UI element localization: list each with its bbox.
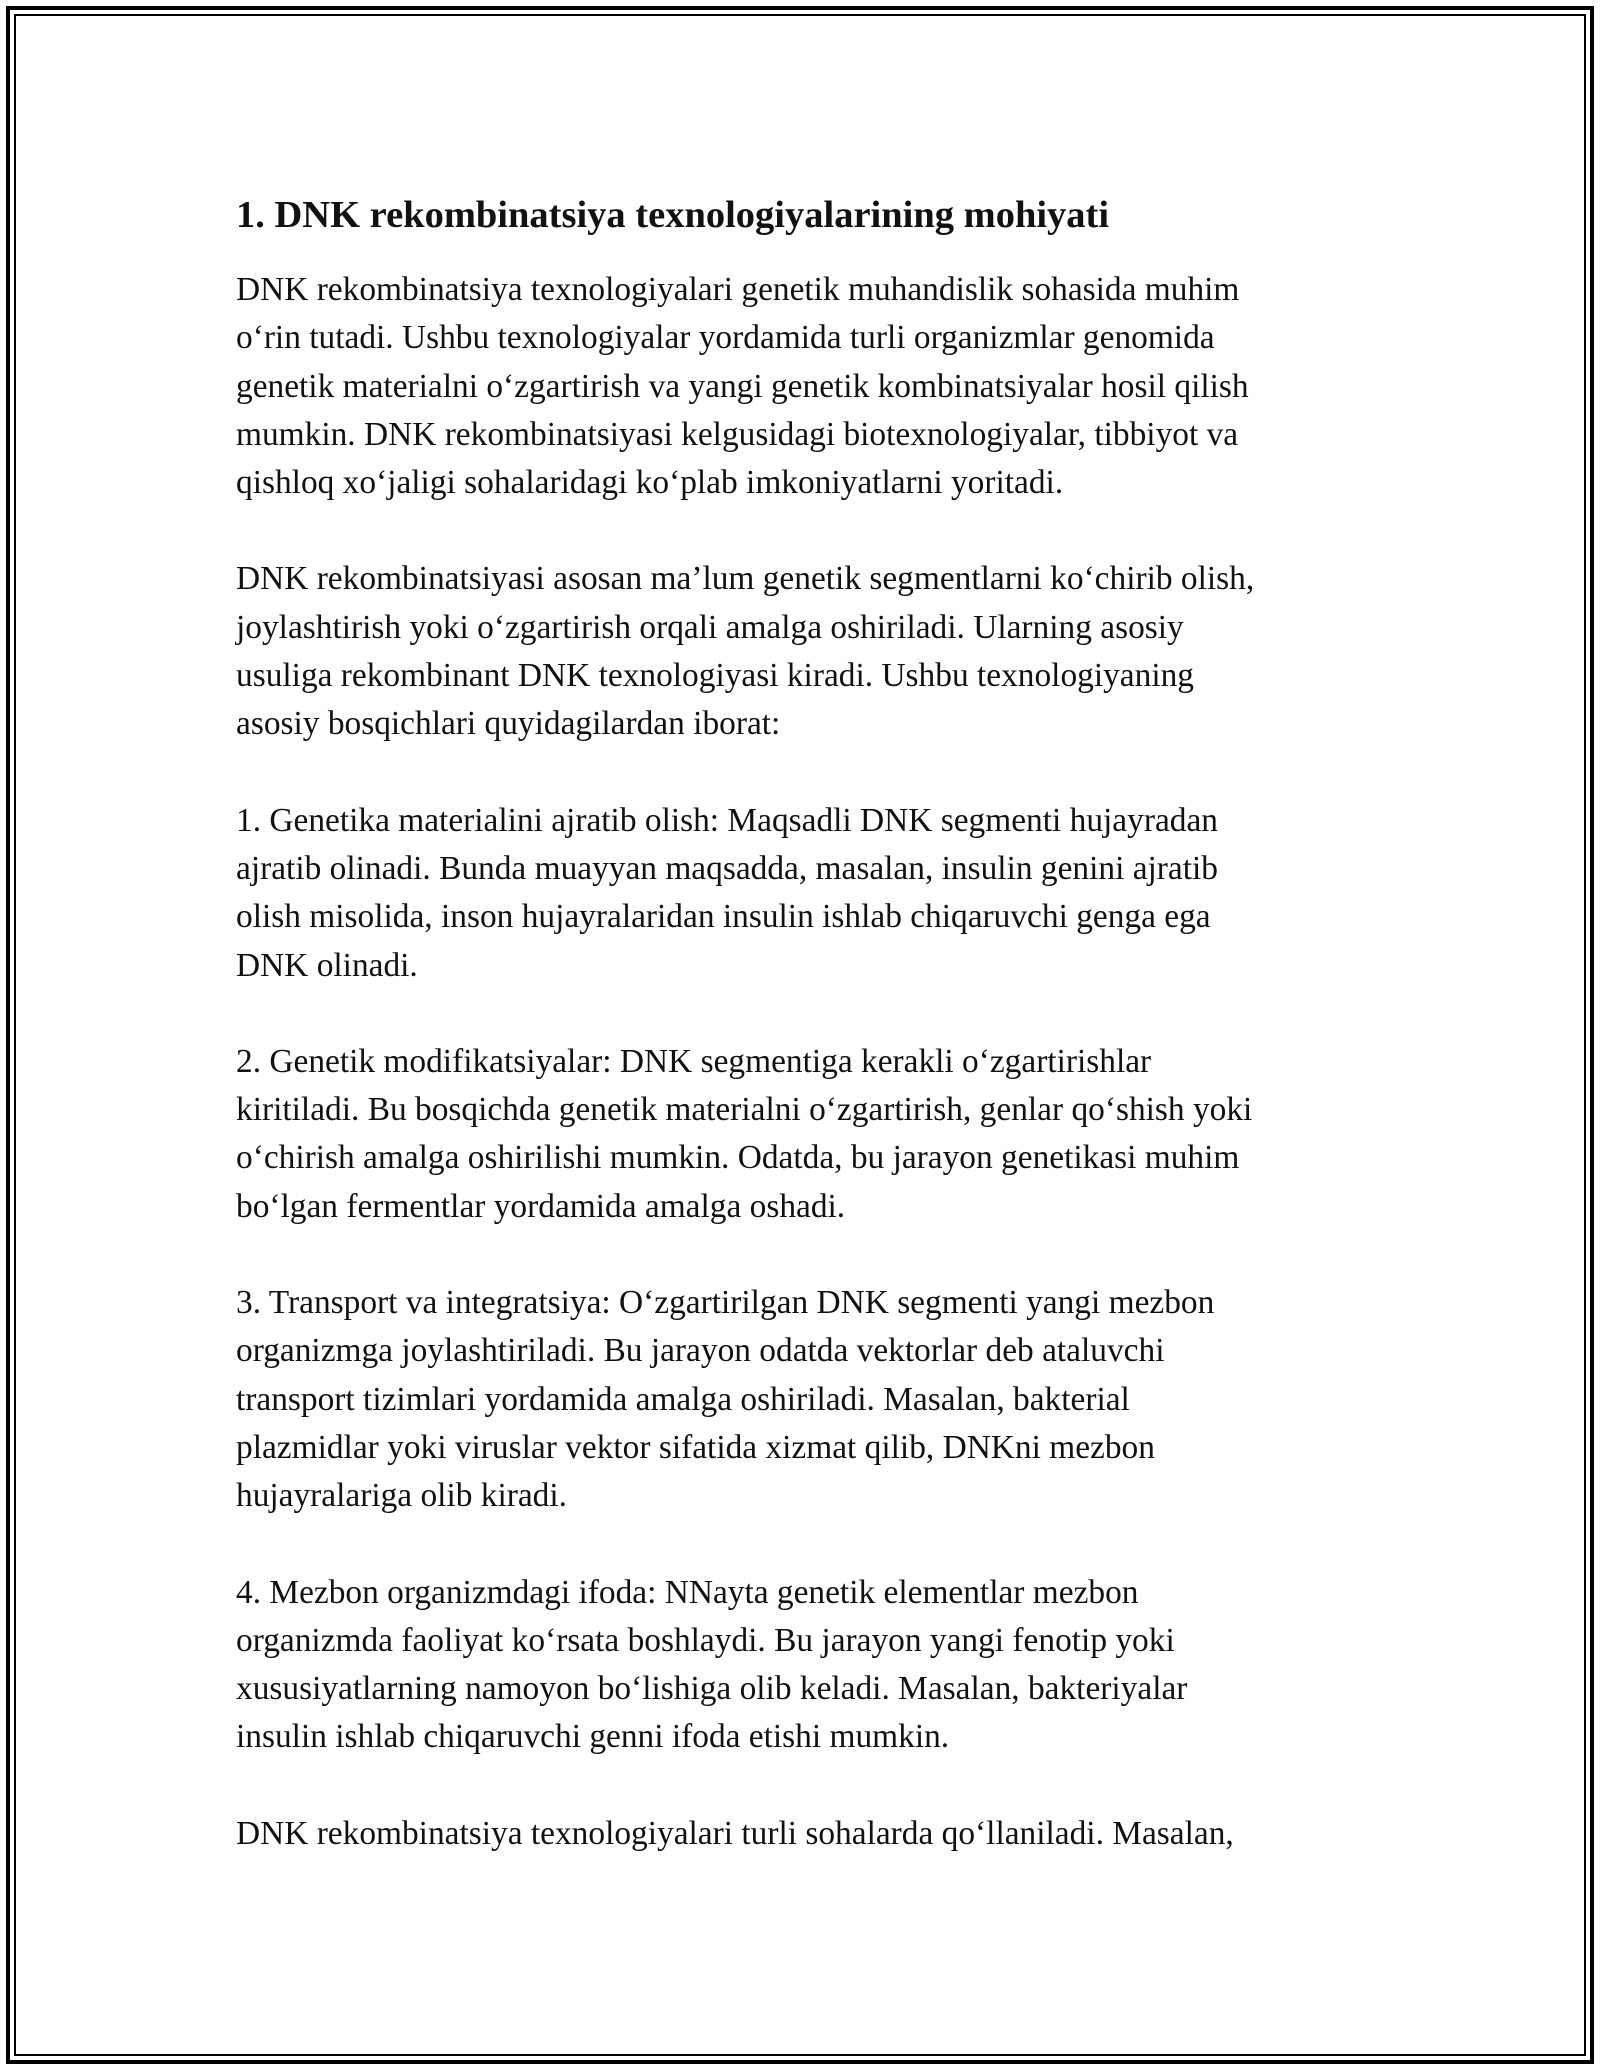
text-line: DNK olinadi. [236,946,418,984]
text-line: o‘chirish amalga oshirilishi mumkin. Odatda, bu jarayon genetikasi muhim [236,1139,1240,1177]
text-line: hujayralariga olib kiradi. [236,1477,568,1515]
paragraph [236,797,1366,990]
text-line: asosiy bosqichlari quyidagilardan iborat: [236,705,781,743]
text-line: 1. Genetika materialini ajratib olish: Maqsadli DNK segmenti hujayradan [236,801,1218,839]
text-line: transport tizimlari yordamida amalga oshiriladi. Masalan, bakterial [236,1380,1130,1418]
text-line: genetik materialni o‘zgartirish va yangi genetik kombinatsiyalar hosil qilish [236,367,1249,405]
paragraph [236,1038,1366,1231]
text-line: insulin ishlab chiqaruvchi genni ifoda etishi mumkin. [236,1718,950,1756]
text-line: organizmda faoliyat ko‘rsata boshlaydi. Bu jarayon yangi fenotip yoki [236,1621,1175,1659]
document-body [236,186,1366,1906]
text-line: 4. Mezbon organizmdagi ifoda: NNayta genetik elementlar mezbon [236,1573,1139,1611]
section-heading: 1. DNK rekombinatsiya texnologiyalarining mohiyati [236,194,1110,236]
text-line: olish misolida, inson hujayralaridan insulin ishlab chiqaruvchi genga ega [236,898,1211,936]
text-line: joylashtirish yoki o‘zgartirish orqali amalga oshiriladi. Ularning asosiy [236,608,1184,646]
text-line: DNK rekombinatsiya texnologiyalari turli sohalarda qo‘llaniladi. Masalan, [236,1814,1234,1852]
text-line: usuliga rekombinant DNK texnologiyasi kiradi. Ushbu texnologiyaning [236,657,1194,695]
paragraph [236,266,1366,507]
text-line: mumkin. DNK rekombinatsiyasi kelgusidagi biotexnologiyalar, tibbiyot va [236,415,1239,453]
paragraph [236,555,1366,748]
text-line: ajratib olinadi. Bunda muayyan maqsadda, masalan, insulin genini ajratib [236,849,1218,887]
text-line: plazmidlar yoki viruslar vektor sifatida xizmat qilib, DNKni mezbon [236,1428,1155,1466]
paragraph [236,1569,1366,1762]
paragraphs-container [236,266,1366,1858]
paragraph [236,1279,1366,1520]
text-line: 2. Genetik modifikatsiyalar: DNK segmentiga kerakli o‘zgartirishlar [236,1042,1152,1080]
text-line: xususiyatlarning namoyon bo‘lishiga olib keladi. Masalan, bakteriyalar [236,1670,1188,1708]
paragraph [236,1810,1366,1858]
text-line: 3. Transport va integratsiya: O‘zgartirilgan DNK segmenti yangi mezbon [236,1284,1215,1322]
text-line: organizmga joylashtiriladi. Bu jarayon odatda vektorlar deb ataluvchi [236,1332,1165,1370]
text-line: o‘rin tutadi. Ushbu texnologiyalar yordamida turli organizmlar genomida [236,319,1215,357]
text-line: qishloq xo‘jaligi sohalaridagi ko‘plab imkoniyatlarni yoritadi. [236,464,1064,502]
text-line: DNK rekombinatsiyasi asosan ma’lum genetik segmentlarni ko‘chirib olish, [236,560,1255,598]
text-line: bo‘lgan fermentlar yordamida amalga oshadi. [236,1187,846,1225]
text-line: DNK rekombinatsiya texnologiyalari genetik muhandislik sohasida muhim [236,271,1240,308]
text-line: kiritiladi. Bu bosqichda genetik materialni o‘zgartirish, genlar qo‘shish yoki [236,1091,1253,1129]
